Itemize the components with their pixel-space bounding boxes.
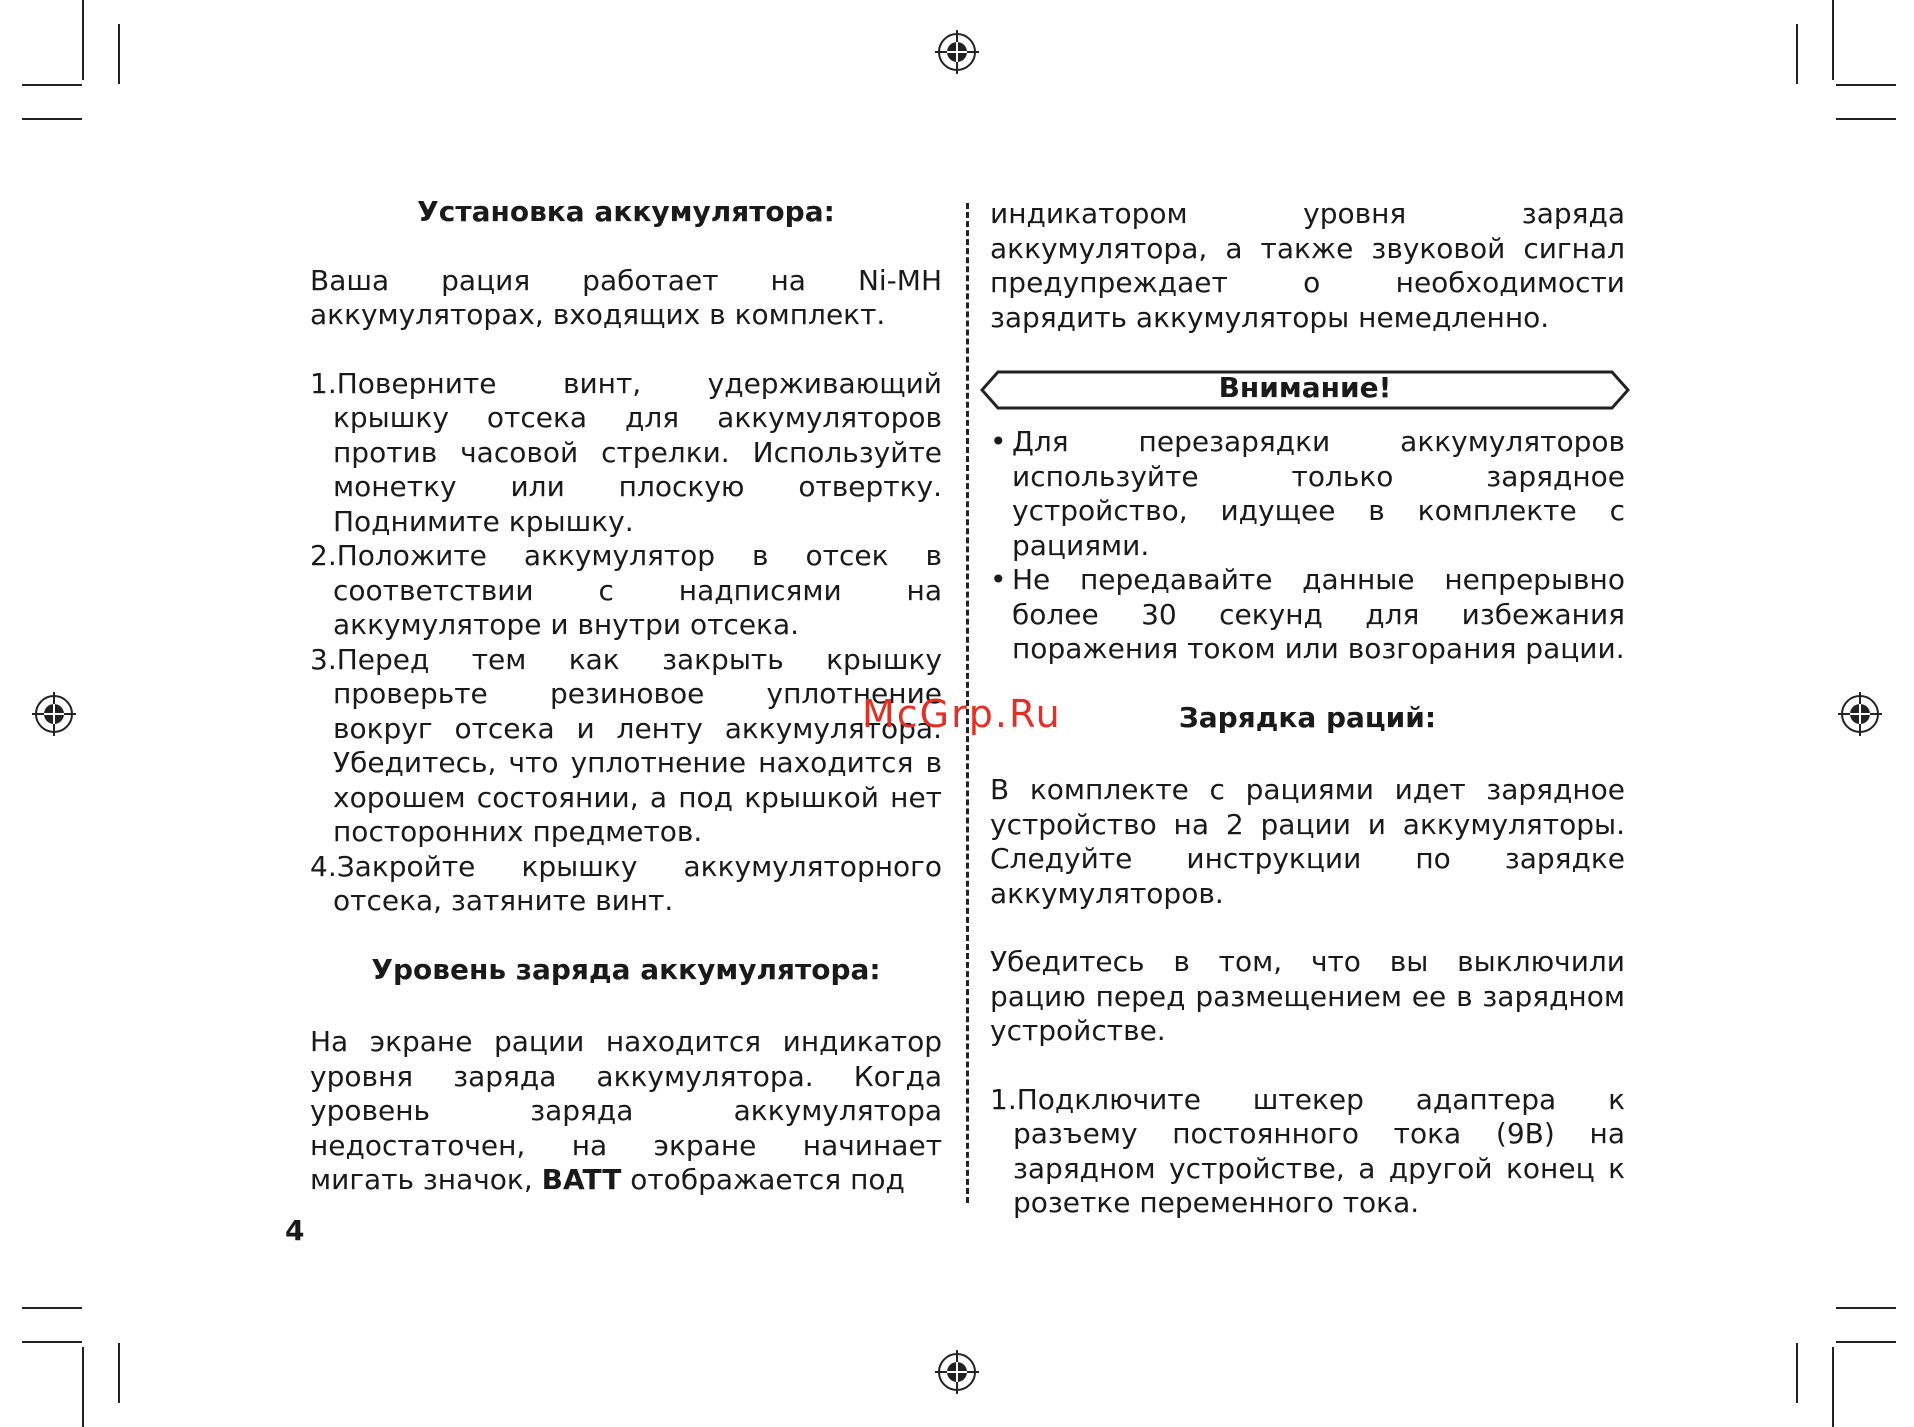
crop-mark <box>1836 1341 1896 1343</box>
batt-indicator-label: BATT <box>541 1163 622 1196</box>
install-step-3: 3.Перед тем как закрыть крышку проверьте резиновое уплотнение вокруг отсека и ленту аккумулятора. Убедитесь, что уплотнение находится в хорошем состоянии, а под крышкой нет посторонних предметов. <box>310 642 942 848</box>
charge-level-paragraph <box>310 1025 942 1198</box>
page-number: 4 <box>285 1214 305 1247</box>
crop-mark <box>22 1307 82 1309</box>
install-step-4: 4.Закройте крышку аккумуляторного отсека, затяните винт. <box>310 849 942 917</box>
warning-bullet-2: • Не передавайте данные непрерывно более 30 секунд для избежания поражения током или возгорания рации. <box>990 563 1625 665</box>
crop-mark <box>1836 84 1896 86</box>
section-heading-battery-install: Установка аккумулятора: <box>417 195 835 228</box>
charge-text-after: отображается под <box>621 1163 905 1196</box>
watermark: McGrp.Ru <box>862 692 1062 736</box>
right-column <box>990 197 1625 1221</box>
registration-mark-icon <box>32 692 76 736</box>
crop-mark <box>118 24 120 84</box>
crop-mark <box>1832 1347 1834 1427</box>
attention-banner <box>980 369 1630 411</box>
registration-mark-icon <box>935 30 979 74</box>
warning-bullet-1: • Для перезарядки аккумуляторов используйте только зарядное устройство, идущее в комплекте с рациями. <box>990 425 1625 562</box>
crop-mark <box>1836 118 1896 120</box>
bullet-dot-icon: • <box>990 563 1007 596</box>
registration-mark-icon <box>1838 692 1882 736</box>
section-heading-charging: Зарядка раций: <box>1178 700 1437 734</box>
section-heading-charge-level: Уровень заряда аккумулятора: <box>371 952 881 986</box>
crop-mark <box>22 1341 82 1343</box>
charging-step-1: 1.Подключите штекер адаптера к разъему постоянного тока (9В) на зарядном устройстве, а другой конец к розетке переменного тока. <box>990 1082 1625 1219</box>
charging-paragraph-2: Убедитесь в том, что вы выключили рацию перед размещением ее в зарядном устройстве. <box>990 945 1625 1047</box>
crop-mark <box>82 0 84 80</box>
crop-mark <box>1796 24 1798 84</box>
crop-mark <box>118 1343 120 1403</box>
continuation-paragraph: индикатором уровня заряда аккумулятора, а также звуковой сигнал предупреждает о необходимости зарядить аккумуляторы немедленно. <box>990 197 1625 334</box>
crop-mark <box>1796 1343 1798 1403</box>
registration-mark-icon <box>935 1350 979 1394</box>
install-step-2: 2.Положите аккумулятор в отсек в соответствии с надписями на аккумуляторе и внутри отсека. <box>310 539 942 641</box>
crop-mark <box>1832 0 1834 80</box>
intro-paragraph: Ваша рация работает на Ni-MH аккумуляторах, входящих в комплект. <box>310 263 942 331</box>
crop-mark <box>22 84 82 86</box>
crop-mark <box>1836 1307 1896 1309</box>
crop-mark <box>22 118 82 120</box>
bullet-dot-icon: • <box>990 425 1007 458</box>
crop-mark <box>82 1347 84 1427</box>
left-column <box>310 190 942 1198</box>
install-step-1: 1.Поверните винт, удерживающий крышку отсека для аккумуляторов против часовой стрелки. Используйте монетку или плоскую отвертку. Поднимите крышку. <box>310 366 942 538</box>
charging-paragraph-1: В комплекте с рациями идет зарядное устройство на 2 рации и аккумуляторы. Следуйте инструкции по зарядке аккумуляторов. <box>990 773 1625 910</box>
charge-text-before: На экране рации находится индикатор уровня заряда аккумулятора. Когда уровень заряда аккумулятора недостаточен, на экране начинает мигать значок, <box>310 1025 942 1196</box>
attention-label: Внимание! <box>1218 371 1392 404</box>
